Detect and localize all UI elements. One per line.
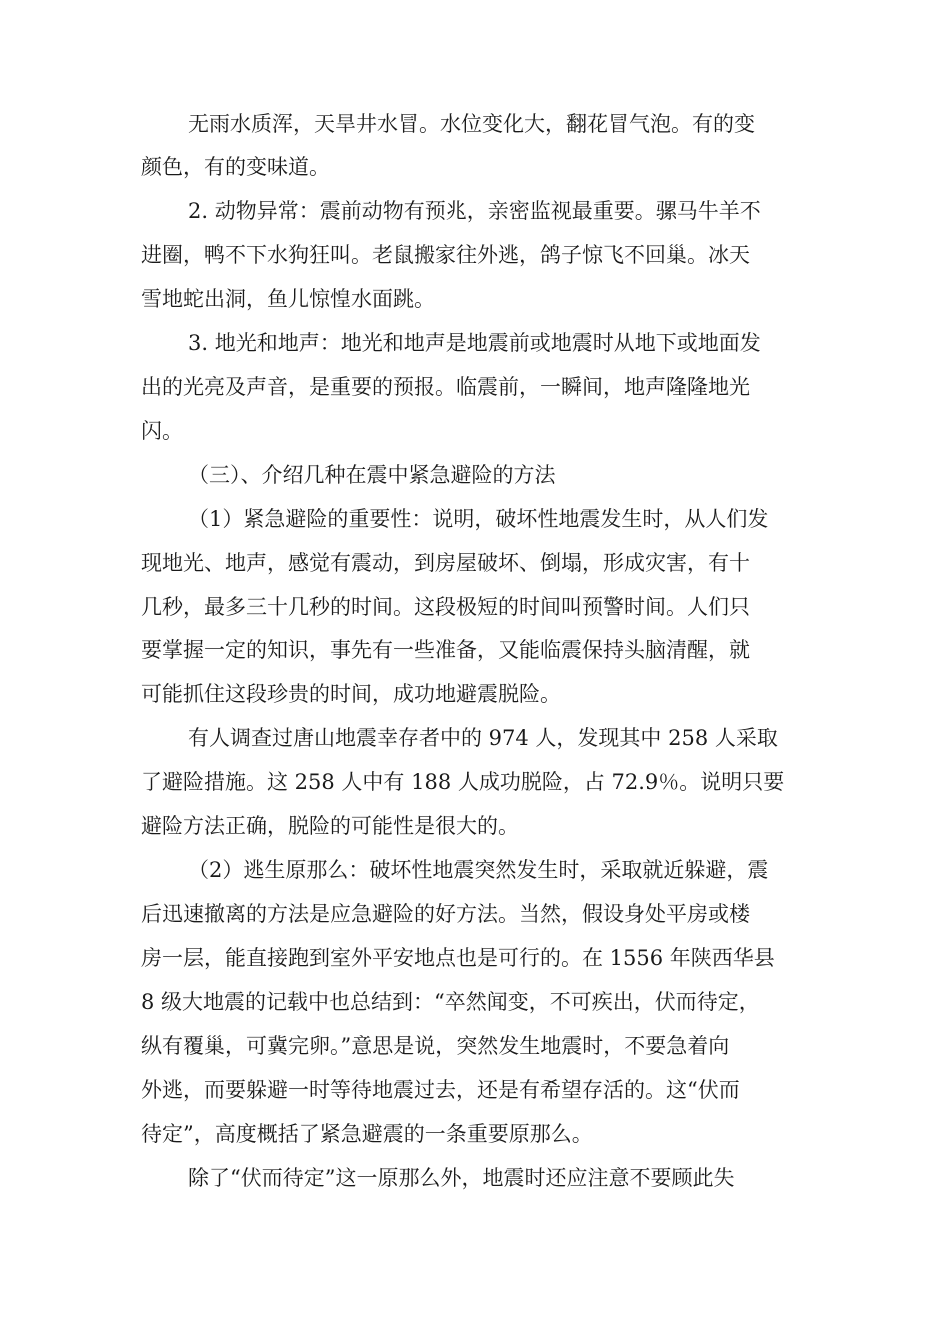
text-line: 雪地蛇出洞，鱼儿惊惶水面跳。 — [141, 287, 435, 311]
text-line: 外逃，而要躲避一时等待地震过去，还是有希望存活的。这“伏而 — [141, 1078, 740, 1102]
text-line: 要掌握一定的知识，事先有一些准备，又能临震保持头脑清醒，就 — [141, 638, 750, 662]
text-line: 颜色，有的变味道。 — [141, 155, 330, 179]
text-line: 3. 地光和地声：地光和地声是地震前或地震时从地下或地面发 — [188, 331, 761, 355]
text-line: 有人调查过唐山地震幸存者中的 974 人，发现其中 258 人采取 — [188, 726, 778, 750]
text-line: （2）逃生原那么：破坏性地震突然发生时，采取就近躲避，震 — [188, 858, 769, 882]
text-line: 避险方法正确，脱险的可能性是很大的。 — [141, 814, 519, 838]
text-line: 了避险措施。这 258 人中有 188 人成功脱险，占 72.9％。说明只要 — [141, 770, 785, 794]
text-line: 除了“伏而待定”这一原那么外，地震时还应注意不要顾此失 — [188, 1166, 735, 1190]
text-line: 几秒，最多三十几秒的时间。这段极短的时间叫预警时间。人们只 — [141, 595, 750, 619]
text-line: 8 级大地震的记载中也总结到：“卒然闻变，不可疾出，伏而待定， — [141, 990, 760, 1014]
text-line: 出的光亮及声音，是重要的预报。临震前，一瞬间，地声隆隆地光 — [141, 375, 750, 399]
text-line: 闪。 — [141, 419, 183, 443]
text-line: 可能抓住这段珍贵的时间，成功地避震脱险。 — [141, 682, 561, 706]
text-line: 现地光、地声，感觉有震动，到房屋破坏、倒塌，形成灾害，有十 — [141, 551, 750, 575]
text-line: 无雨水质浑，天旱井水冒。水位变化大，翻花冒气泡。有的变 — [188, 112, 755, 136]
text-line: 纵有覆巢，可冀完卵。”意思是说，突然发生地震时，不要急着向 — [141, 1034, 730, 1058]
text-line: 房一层，能直接跑到室外平安地点也是可行的。在 1556 年陕西华县 — [141, 946, 775, 970]
text-line: 进圈，鸭不下水狗狂叫。老鼠搬家往外逃，鸽子惊飞不回巢。冰天 — [141, 243, 750, 267]
text-line: （1）紧急避险的重要性：说明，破坏性地震发生时，从人们发 — [188, 507, 769, 531]
section-heading: （三）、介绍几种在震中紧急避险的方法 — [188, 463, 556, 487]
text-line: 2. 动物异常：震前动物有预兆，亲密监视最重要。骡马牛羊不 — [188, 199, 761, 223]
text-line: 后迅速撤离的方法是应急避险的好方法。当然，假设身处平房或楼 — [141, 902, 750, 926]
text-line: 待定”，高度概括了紧急避震的一条重要原那么。 — [141, 1122, 593, 1146]
